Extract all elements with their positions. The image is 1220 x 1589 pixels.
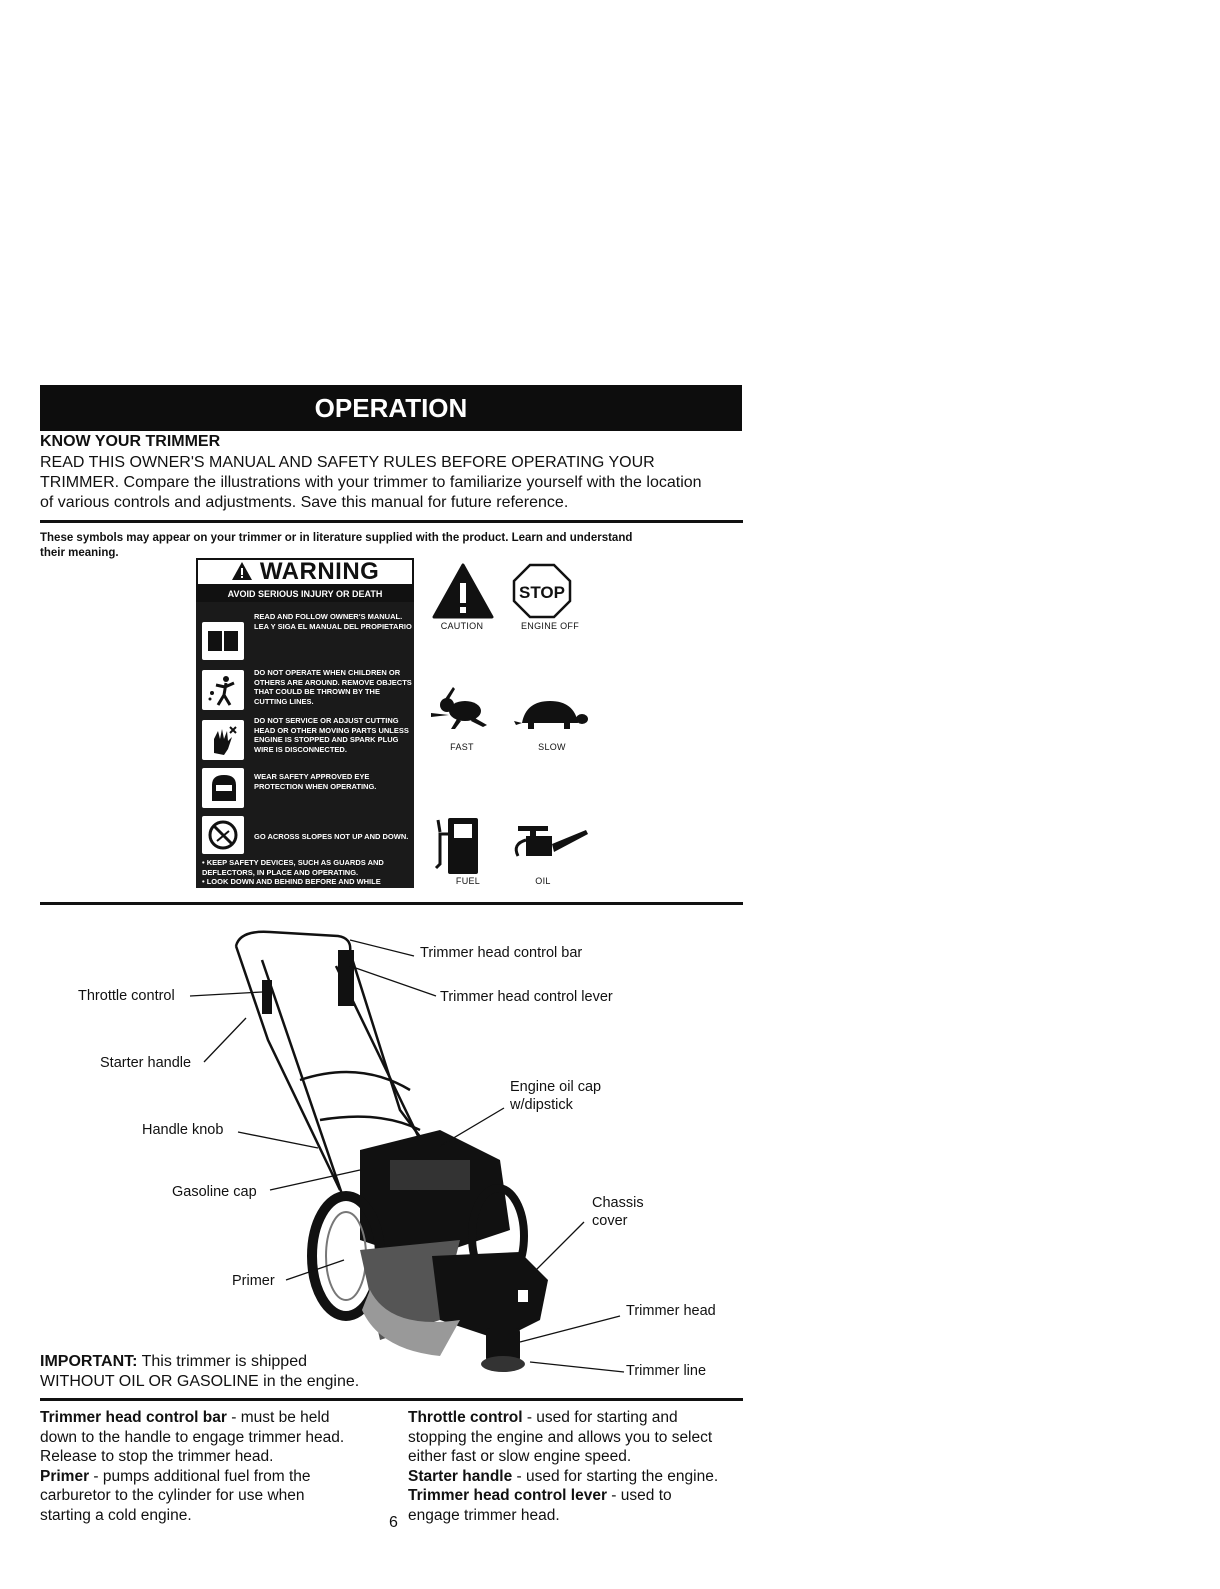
turtle-icon — [512, 697, 588, 738]
fuel-label: FUEL — [455, 876, 481, 886]
hand-cut-icon — [202, 720, 244, 760]
callout-trimmer-line: Trimmer line — [626, 1363, 707, 1379]
description-line: starting a cold engine. — [40, 1506, 192, 1524]
stop-sign-text: STOP — [519, 583, 565, 602]
warning-row-text: WEAR SAFETY APPROVED EYE PROTECTION WHEN OPERATING. — [254, 772, 377, 791]
eye-protection-icon — [202, 768, 244, 808]
slow-label: SLOW — [538, 742, 566, 752]
caution-icon — [432, 563, 494, 624]
warning-row-text: GO ACROSS SLOPES NOT UP AND DOWN. — [254, 832, 409, 841]
warning-title: WARNING — [196, 558, 414, 586]
intro-line: TRIMMER. Compare the illustrations with your trimmer to familiarize yourself with the location — [40, 474, 702, 491]
description-line: Trimmer head control bar - must be held — [40, 1409, 330, 1426]
callout-trimmer-head: Trimmer head — [626, 1303, 716, 1319]
warning-triangle-icon — [231, 561, 253, 586]
callout-throttle-control: Throttle control — [78, 988, 175, 1004]
warning-bullet: • LOOK DOWN AND BEHIND BEFORE AND WHILE MOVING BACKWARDS. — [202, 877, 381, 896]
description-line: Primer - pumps additional fuel from the — [40, 1467, 311, 1485]
important-text: WITHOUT OIL OR GASOLINE in the engine. — [40, 1373, 360, 1390]
description-line: engage trimmer head. — [408, 1506, 560, 1524]
callout-chassis-cover: cover — [592, 1213, 628, 1229]
caution-label: CAUTION — [440, 621, 484, 631]
no-slope-icon — [202, 816, 244, 854]
warning-subtitle: AVOID SERIOUS INJURY OR DEATH — [196, 586, 414, 602]
important-text: This trimmer is shipped — [137, 1353, 307, 1370]
page-number: 6 — [389, 1514, 398, 1531]
section-banner: OPERATION — [40, 385, 742, 431]
callout-engine-oil-cap-dipstick: w/dipstick — [510, 1097, 573, 1113]
callout-gasoline-cap: Gasoline cap — [172, 1184, 257, 1200]
descriptions-right — [408, 1408, 748, 1525]
warning-row-text: DO NOT SERVICE OR ADJUST CUTTING HEAD OR OTHER MOVING PARTS UNLESS ENGINE IS STOPPED AND SPARK PLUG WIRE IS DISCONNECTED. — [254, 716, 409, 754]
warning-row-text: DO NOT OPERATE WHEN CHILDREN OR OTHERS ARE AROUND. REMOVE OBJECTS THAT COULD BE THROWN BY THE CUTTING LINES. — [254, 668, 412, 706]
callout-starter-handle: Starter handle — [100, 1055, 192, 1071]
warning-bullet: • KEEP SAFETY DEVICES, SUCH AS GUARDS AND DEFLECTORS, IN PLACE AND OPERATING. — [202, 858, 384, 877]
description-line: Release to stop the trimmer head. — [40, 1448, 274, 1465]
important-note — [40, 1352, 400, 1392]
important-label: IMPORTANT: — [40, 1353, 138, 1370]
callout-handle-knob: Handle knob — [142, 1122, 224, 1138]
warning-row-text: READ AND FOLLOW OWNER'S MANUAL. LEA Y SIGA EL MANUAL DEL PROPIETARIO — [254, 612, 412, 631]
warning-body — [196, 602, 414, 896]
symbols-note-line: their meaning. — [40, 547, 119, 559]
description-line: Trimmer head control lever - used to — [408, 1487, 672, 1504]
symbols-note-line: These symbols may appear on your trimmer or in literature supplied with the product. Learn and understand — [40, 532, 633, 544]
callout-trimmer-head-control-bar: Trimmer head control bar — [420, 945, 583, 961]
description-line: either fast or slow engine speed. — [408, 1448, 632, 1465]
callout-engine-oil-cap: Engine oil cap — [510, 1079, 602, 1095]
oil-can-icon — [508, 822, 592, 873]
symbols-note — [40, 531, 745, 561]
description-line: stopping the engine and allows you to select — [408, 1428, 713, 1446]
divider — [40, 1398, 743, 1401]
intro-paragraph — [40, 453, 760, 513]
intro-line: READ THIS OWNER'S MANUAL AND SAFETY RULES BEFORE OPERATING YOUR — [40, 454, 655, 471]
divider — [40, 902, 743, 905]
callout-chassis: Chassis — [592, 1195, 644, 1211]
description-line: Starter handle - used for starting the engine. — [408, 1467, 719, 1485]
fast-label: FAST — [450, 742, 474, 752]
description-line: Throttle control - used for starting and — [408, 1409, 678, 1426]
divider — [40, 520, 743, 523]
stop-sign-icon — [512, 563, 572, 624]
description-line: carburetor to the cylinder for use when — [40, 1487, 305, 1504]
warning-bullets — [202, 858, 412, 896]
rabbit-icon — [427, 685, 493, 736]
descriptions-left — [40, 1408, 400, 1525]
engine-off-label: ENGINE OFF — [520, 621, 579, 631]
description-line: down to the handle to engage trimmer head. — [40, 1428, 345, 1446]
warning-label — [196, 558, 414, 896]
fuel-pump-icon — [432, 814, 484, 881]
callout-trimmer-head-control-lever: Trimmer head control lever — [440, 989, 613, 1005]
oil-label: OIL — [535, 876, 551, 886]
intro-line: of various controls and adjustments. Save this manual for future reference. — [40, 494, 569, 511]
thrown-objects-icon — [202, 670, 244, 710]
callout-primer: Primer — [232, 1273, 275, 1289]
manual-icon — [202, 622, 244, 660]
section-heading: KNOW YOUR TRIMMER — [40, 433, 221, 450]
